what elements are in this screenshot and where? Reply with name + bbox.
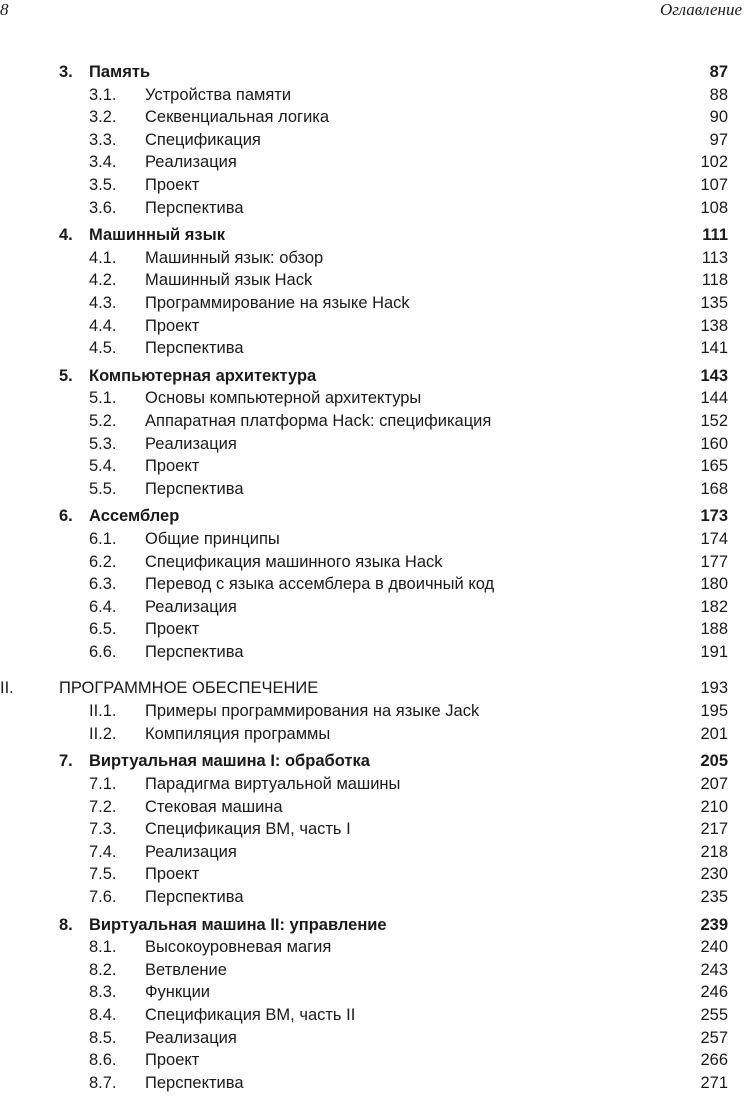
toc-entry-page: 87 xyxy=(709,63,728,81)
toc-entry-title: Проект xyxy=(145,457,200,476)
toc-entry-page: 88 xyxy=(709,85,728,104)
toc-entry-page: 243 xyxy=(700,960,728,979)
toc-entry-number: 7.1. xyxy=(89,775,117,793)
toc-entry-number: 6.6. xyxy=(89,643,117,661)
toc-section-row[interactable] xyxy=(0,773,744,795)
toc-entry-title: Проект xyxy=(145,620,200,639)
toc-entry-page: 195 xyxy=(700,702,728,721)
toc-section-row[interactable] xyxy=(0,1004,744,1026)
toc-chapter-row[interactable] xyxy=(0,365,744,387)
toc-entry-number: 4.2. xyxy=(89,271,117,290)
toc-section-row[interactable] xyxy=(0,151,744,173)
toc-entry-page: 173 xyxy=(700,507,728,526)
toc-entry-title: Парадигма виртуальной машины xyxy=(145,775,401,793)
toc-entry-number: 6.4. xyxy=(89,597,117,616)
toc-entry-page: 266 xyxy=(700,1051,728,1070)
toc-section-row[interactable] xyxy=(0,641,744,663)
toc-entry-number: 8. xyxy=(59,915,73,934)
toc-entry-number: 7.2. xyxy=(89,797,117,816)
toc-entry-number: 7.5. xyxy=(89,865,117,884)
toc-entry-page: 217 xyxy=(700,820,728,839)
toc-entry-title: Реализация xyxy=(145,1028,237,1047)
toc-section-row[interactable] xyxy=(0,596,744,618)
toc-entry-number: 3. xyxy=(59,63,73,81)
toc-entry-title: Примеры программирования на языке Jack xyxy=(145,702,480,721)
toc-entry-number: 6.5. xyxy=(89,620,117,639)
toc-entry-page: 160 xyxy=(700,434,728,453)
toc-entry-number: 8.3. xyxy=(89,983,117,1002)
toc-entry-page: 180 xyxy=(700,575,728,594)
toc-entry-number: 5.3. xyxy=(89,434,117,453)
toc-entry-page: 201 xyxy=(700,724,728,743)
toc-entry-number: II.1. xyxy=(89,702,117,721)
toc-entry-page: 193 xyxy=(700,678,728,697)
toc-entry-page: 255 xyxy=(700,1006,728,1024)
toc-entry-title: Машинный язык Hack xyxy=(145,271,313,290)
toc-entry-page: 111 xyxy=(702,226,728,245)
toc-entry-title: Функции xyxy=(145,983,211,1002)
toc-entry-number: 7. xyxy=(59,752,73,771)
toc-section-row[interactable] xyxy=(0,433,744,455)
toc-entry-title: Проект xyxy=(145,865,200,884)
toc-chapter-row[interactable] xyxy=(0,505,744,527)
toc-section-row[interactable] xyxy=(0,478,744,500)
toc-section-row[interactable] xyxy=(0,1027,744,1049)
toc-part-row[interactable] xyxy=(0,677,744,699)
toc-entry-page: 113 xyxy=(701,248,728,267)
toc-entry-number: 8.4. xyxy=(89,1006,117,1024)
toc-entry-title: Перспектива xyxy=(145,198,244,217)
toc-entry-page: 210 xyxy=(700,797,728,816)
toc-entry-number: 5.1. xyxy=(89,389,117,408)
toc-section-row[interactable] xyxy=(0,315,744,337)
toc-entry-number: 8.5. xyxy=(89,1028,117,1047)
toc-section-row[interactable] xyxy=(0,618,744,640)
toc-entry-number: 6.1. xyxy=(89,530,117,548)
toc-entry-title: Спецификация ВМ, часть II xyxy=(145,1006,356,1024)
toc-entry-page: 97 xyxy=(709,130,728,149)
toc-entry-title: Виртуальная машина I: обработка xyxy=(89,752,370,771)
toc-entry-title: Перспектива xyxy=(145,888,244,906)
toc-section-row[interactable] xyxy=(0,337,744,359)
toc-section-row[interactable] xyxy=(0,981,744,1003)
toc-section-row[interactable] xyxy=(0,818,744,840)
toc-entry-page: 271 xyxy=(700,1073,728,1092)
toc-entry-number: 5.2. xyxy=(89,412,117,430)
toc-entry-title: Спецификация ВМ, часть I xyxy=(145,820,351,839)
toc-entry-title: Машинный язык xyxy=(89,226,225,245)
toc-entry-page: 188 xyxy=(700,620,728,639)
running-title: Оглавление xyxy=(659,0,742,19)
toc-entry-title: Перспектива xyxy=(145,479,244,498)
toc-section-row[interactable] xyxy=(0,410,744,432)
toc-entry-page: 107 xyxy=(700,176,728,194)
toc-entry-page: 218 xyxy=(700,842,728,861)
toc-entry-page: 177 xyxy=(700,552,728,571)
toc-entry-number: 6.3. xyxy=(89,575,117,594)
toc-entry-number: 3.6. xyxy=(89,198,117,217)
toc-section-row[interactable] xyxy=(0,863,744,885)
toc-section-row[interactable] xyxy=(0,197,744,219)
toc-entry-title: Проект xyxy=(145,176,200,194)
toc-entry-title: ПРОГРАММНОЕ ОБЕСПЕЧЕНИЕ xyxy=(59,678,319,697)
toc-section-row[interactable] xyxy=(0,387,744,409)
toc-entry-title: Программирование на языке Hack xyxy=(145,294,410,312)
toc-section-row[interactable] xyxy=(0,551,744,573)
toc-section-row[interactable] xyxy=(0,106,744,128)
toc-entry-title: Память xyxy=(89,63,151,81)
toc-entry-title: Реализация xyxy=(145,434,237,453)
toc-section-row[interactable] xyxy=(0,1049,744,1071)
page-header xyxy=(0,0,744,24)
toc-entry-page: 191 xyxy=(700,643,728,661)
toc-entry-title: Аппаратная платформа Hack: спецификация xyxy=(145,412,492,430)
toc-section-row[interactable] xyxy=(0,84,744,106)
toc-section-row[interactable] xyxy=(0,723,744,745)
toc-entry-title: Реализация xyxy=(145,153,237,172)
toc-entry-page: 118 xyxy=(701,271,728,290)
toc-entry-page: 144 xyxy=(700,389,728,408)
page-number: 8 xyxy=(0,0,9,19)
toc-entry-number: 3.1. xyxy=(89,85,117,104)
toc-entry-title: Перспектива xyxy=(145,1073,244,1092)
toc-entry-number: 3.3. xyxy=(89,130,117,149)
toc-section-row[interactable] xyxy=(0,796,744,818)
toc-entry-number: 3.2. xyxy=(89,108,117,127)
toc-entry-title: Компиляция программы xyxy=(145,724,331,743)
toc-entry-number: 4.4. xyxy=(89,316,117,335)
toc-entry-title: Высокоуровневая магия xyxy=(145,938,332,957)
toc-entry-page: 108 xyxy=(700,198,728,217)
toc-section-row[interactable] xyxy=(0,292,744,314)
toc-entry-page: 205 xyxy=(700,752,728,771)
toc-section-row[interactable] xyxy=(0,269,744,291)
toc-section-row[interactable] xyxy=(0,573,744,595)
toc-entry-number: 4.1. xyxy=(89,248,117,267)
toc-entry-page: 165 xyxy=(700,457,728,476)
toc-entry-title: Секвенциальная логика xyxy=(145,108,330,127)
toc-section-row[interactable] xyxy=(0,936,744,958)
toc-entry-title: Реализация xyxy=(145,597,237,616)
toc-chapter-row[interactable] xyxy=(0,750,744,772)
toc-section-row[interactable] xyxy=(0,247,744,269)
toc-entry-page: 235 xyxy=(700,888,728,906)
toc-entry-page: 152 xyxy=(700,412,728,430)
toc-chapter-row[interactable] xyxy=(0,61,744,83)
toc-entry-number: 4.3. xyxy=(89,294,117,312)
toc-entry-title: Общие принципы xyxy=(145,530,280,548)
toc-entry-number: 8.2. xyxy=(89,960,117,979)
toc-entry-title: Реализация xyxy=(145,842,237,861)
toc-entry-title: Основы компьютерной архитектуры xyxy=(145,389,422,408)
toc-entry-page: 138 xyxy=(700,316,728,335)
toc-entry-number: 3.5. xyxy=(89,176,117,194)
toc-entry-number: 4.5. xyxy=(89,339,117,358)
toc-entry-title: Виртуальная машина II: управление xyxy=(89,915,387,934)
toc-section-row[interactable] xyxy=(0,841,744,863)
toc-entry-page: 168 xyxy=(700,479,728,498)
toc-entry-title: Перспектива xyxy=(145,339,244,358)
toc-chapter-row[interactable] xyxy=(0,914,744,936)
toc-chapter-row[interactable] xyxy=(0,224,744,246)
toc-entry-number: 8.6. xyxy=(89,1051,117,1070)
toc-entry-number: 7.6. xyxy=(89,888,117,906)
toc-entry-title: Спецификация машинного языка Hack xyxy=(145,552,443,571)
toc-entry-title: Ассемблер xyxy=(89,507,180,526)
toc-entry-title: Стековая машина xyxy=(145,797,283,816)
toc-entry-title: Перевод с языка ассемблера в двоичный код xyxy=(145,575,495,594)
toc-entry-page: 102 xyxy=(700,153,728,172)
toc-entry-title: Спецификация xyxy=(145,130,261,149)
toc-entry-page: 257 xyxy=(700,1028,728,1047)
toc-entry-title: Проект xyxy=(145,1051,200,1070)
toc-entry-page: 143 xyxy=(700,366,728,385)
toc-entry-number: II. xyxy=(0,678,14,697)
toc-entry-number: 8.1. xyxy=(89,938,117,957)
toc-section-row[interactable] xyxy=(0,528,744,550)
toc-section-row[interactable] xyxy=(0,1072,744,1094)
toc-entry-page: 182 xyxy=(700,597,728,616)
toc-entry-page: 174 xyxy=(700,530,728,548)
toc-entry-title: Проект xyxy=(145,316,200,335)
toc-entry-title: Машинный язык: обзор xyxy=(145,248,324,267)
toc-entry-number: II.2. xyxy=(89,724,117,743)
toc-entry-page: 246 xyxy=(700,983,728,1002)
toc-entry-title: Перспектива xyxy=(145,643,244,661)
toc-entry-number: 4. xyxy=(59,226,73,245)
toc-entry-page: 230 xyxy=(700,865,728,884)
toc-section-row[interactable] xyxy=(0,886,744,908)
toc-entry-page: 239 xyxy=(700,915,728,934)
toc-entry-page: 141 xyxy=(700,339,728,358)
toc-entry-title: Ветвление xyxy=(145,960,227,979)
toc-entry-page: 240 xyxy=(700,938,728,957)
toc-entry-number: 5.4. xyxy=(89,457,117,476)
toc-entry-page: 90 xyxy=(709,108,728,127)
toc-section-row[interactable] xyxy=(0,700,744,722)
toc-entry-number: 6. xyxy=(59,507,73,526)
toc-entry-number: 7.4. xyxy=(89,842,117,861)
toc-entry-number: 5. xyxy=(59,366,73,385)
toc-entry-title: Компьютерная архитектура xyxy=(89,366,317,385)
toc-entry-page: 207 xyxy=(700,775,728,793)
toc-entry-number: 3.4. xyxy=(89,153,117,172)
toc-entry-number: 5.5. xyxy=(89,479,117,498)
toc-section-row[interactable] xyxy=(0,959,744,981)
toc-section-row[interactable] xyxy=(0,174,744,196)
toc-entry-page: 135 xyxy=(700,294,728,312)
toc-entry-number: 8.7. xyxy=(89,1073,117,1092)
toc-entry-number: 6.2. xyxy=(89,552,117,571)
toc-entry-title: Устройства памяти xyxy=(145,85,292,104)
toc-section-row[interactable] xyxy=(0,455,744,477)
toc-entry-number: 7.3. xyxy=(89,820,117,839)
toc-section-row[interactable] xyxy=(0,129,744,151)
